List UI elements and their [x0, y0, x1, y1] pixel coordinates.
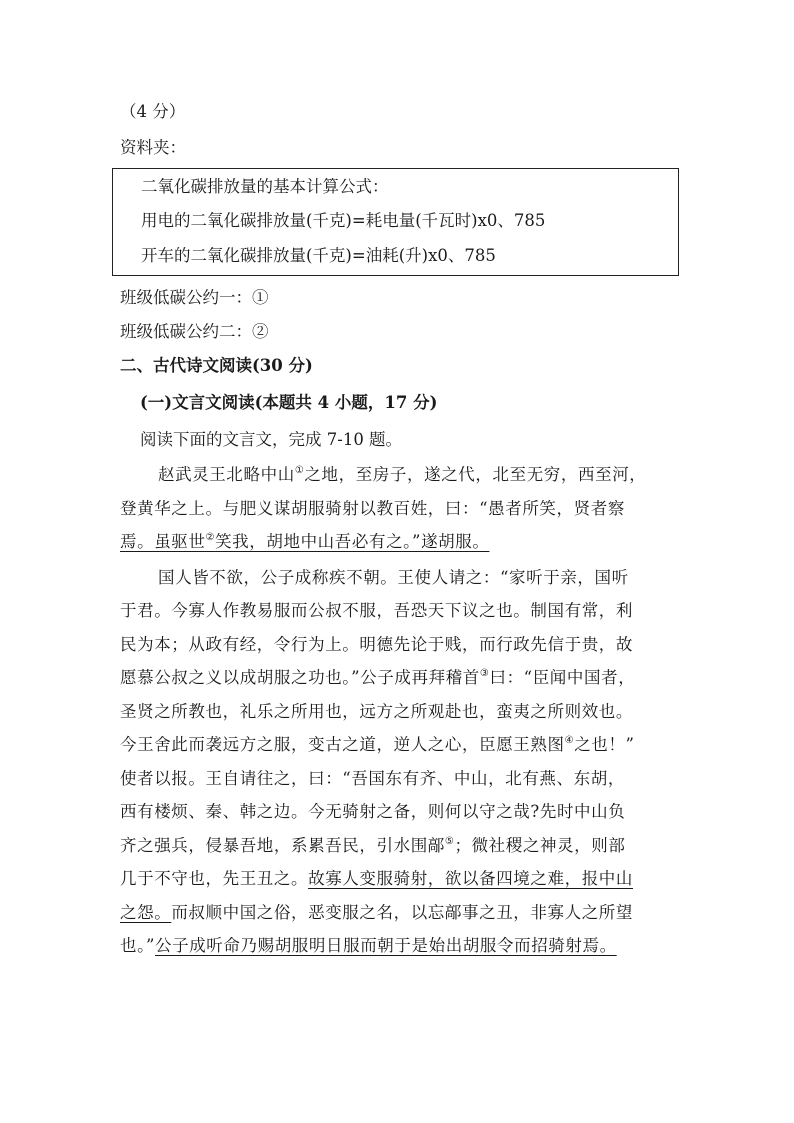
formula-electricity: 用电的二氧化碳排放量(千克)=耗电量(千瓦时)x0、785	[141, 211, 546, 230]
footnote-marker: ③	[479, 668, 490, 679]
footnote-marker: ⑤	[444, 835, 455, 847]
section-title: 二、古代诗文阅读(30 分)	[120, 356, 313, 375]
passage-line: 圣贤之所教也，礼乐之所用也，远方之所观赴也，蛮夷之所则效也。	[120, 701, 633, 721]
footnote-marker: ④	[564, 735, 575, 746]
passage-line: 赵武灵王北略中山①之地，至房子，遂之代，北至无穷，西至河，	[158, 465, 647, 484]
underlined-sentence: 焉。虽驱世②笑我，胡地中山吾必有之。”遂胡服。	[120, 532, 490, 551]
subsection-title: (一)文言文阅读(本题共 4 小题，17 分)	[140, 393, 438, 412]
passage-line: 民为本；从政有经，令行为上。明德先论于贱，而行政先信于贵，故	[120, 634, 633, 654]
underlined-sentence: 之怨。	[120, 902, 172, 922]
passage-line: 登黄华之上。与肥义谋胡服骑射以教百姓，曰：“愚者所笑，贤者察	[120, 498, 625, 518]
folder-label: 资料夹：	[120, 138, 186, 157]
pledge-2: 班级低碳公约二：②	[120, 322, 269, 341]
passage-line: 几于不守也，先王丑之。故寡人变服骑射，欲以备四境之难，报中山	[120, 869, 634, 888]
footnote-marker: ②	[205, 532, 216, 543]
underlined-sentence: 故寡人变服骑射，欲以备四境之难，报中山	[308, 869, 634, 888]
formula-driving: 开车的二氧化碳排放量(千克)=油耗(升)x0、785	[141, 246, 496, 265]
passage-line: 愿慕公叔之义以成胡服之功也。”公子成再拜稽首③曰：“臣闻中国者，	[120, 668, 636, 687]
passage-line: 之怨。而叔顺中国之俗，恶变服之名，以忘鄗事之丑，非寡人之所望	[120, 902, 634, 922]
passage-line: 齐之强兵，侵暴吾地，系累吾民，引水围鄗⑤；微社稷之神灵，则部	[120, 835, 626, 855]
score-text: （4 分）	[120, 102, 186, 121]
classical-passage	[120, 461, 680, 966]
passage-line: 国人皆不欲，公子成称疾不朝。王使人请之：“家听于亲，国听	[158, 567, 629, 587]
formula-title: 二氧化碳排放量的基本计算公式：	[141, 177, 389, 196]
pledge-1: 班级低碳公约一：①	[120, 288, 269, 307]
passage-line: 也。”公子成听命乃赐胡服明日服而朝于是始出胡服令而招骑射焉。	[120, 936, 617, 955]
footnote-marker: ①	[294, 465, 305, 476]
passage-line: 西有楼烦、秦、韩之边。今无骑射之备，则何以守之哉?先时中山负	[120, 802, 626, 821]
passage-line: 于君。今寡人作教易服而公叔不服，吾恐天下议之也。制国有常，利	[120, 601, 633, 620]
formula-box	[112, 168, 679, 276]
underlined-sentence: 公子成听命乃赐胡服明日服而朝于是始出胡服令而招骑射焉。	[155, 936, 617, 955]
passage-line: 今王舍此而袭远方之服，变古之道，逆人之心，臣愿王熟图④之也！”	[120, 735, 635, 754]
passage-line: 使者以报。王自请往之，曰：“吾国东有齐、中山，北有燕、东胡，	[120, 768, 625, 788]
passage-line	[120, 528, 680, 562]
instruction-text: 阅读下面的文言文，完成 7-10 题。	[140, 430, 403, 449]
